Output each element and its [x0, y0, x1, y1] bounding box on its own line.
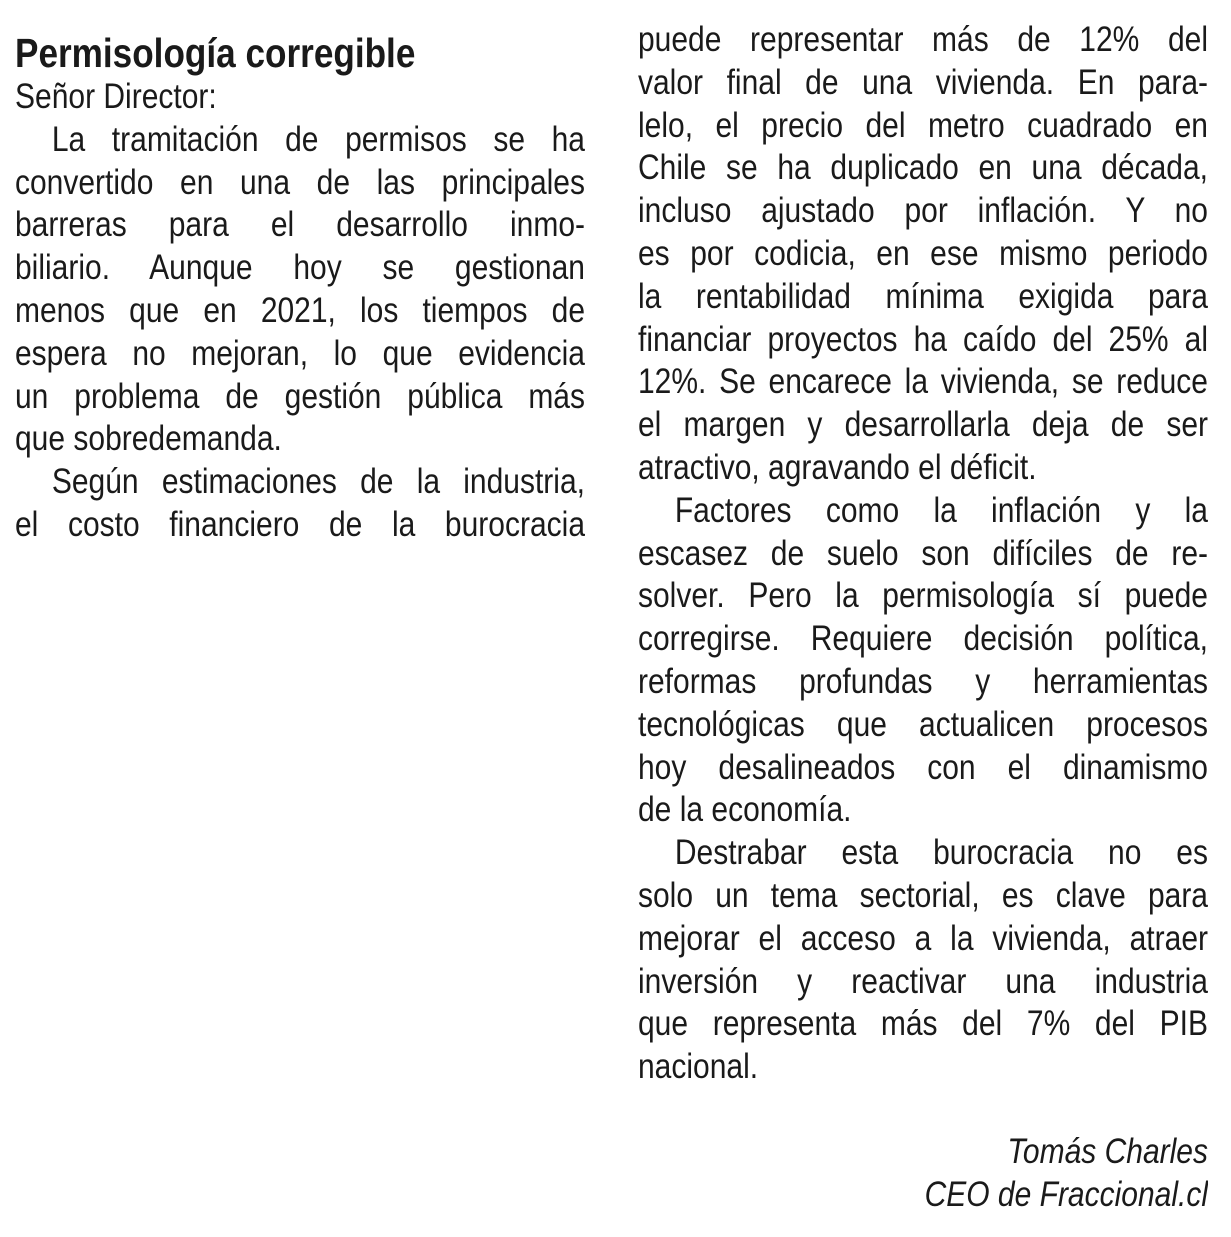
text-line: atractivo, agravando el déficit. [638, 447, 1037, 487]
text-line: el margen y desarrollarla deja de ser [638, 405, 1208, 445]
signature-name: Tomás Charles [1007, 1132, 1208, 1171]
text-line: financiar proyectos ha caído del 25% al [638, 319, 1208, 359]
text-line: solver. Pero la permisología sí puede [638, 576, 1208, 616]
text-line: menos que en 2021, los tiempos de [15, 290, 585, 330]
text-line: biliario. Aunque hoy se gestionan [15, 248, 585, 288]
text-line: corregirse. Requiere decisión política, [638, 619, 1208, 659]
text-line: que representa más del 7% del PIB [638, 1004, 1208, 1044]
text-line: espera no mejoran, lo que evidencia [15, 333, 585, 373]
text-line: lelo, el precio del metro cuadrado en [638, 105, 1208, 145]
text-line: puede representar más de 12% del [638, 20, 1208, 59]
letter-title: Permisología corregible [15, 30, 416, 76]
text-line: de la economía. [638, 790, 852, 830]
text-line: barreras para el desarrollo inmo- [15, 205, 585, 245]
text-line: Chile se ha duplicado en una década, [638, 148, 1208, 188]
text-line: Destrabar esta burocracia no es [674, 833, 1208, 873]
text-line: un problema de gestión pública más [15, 376, 585, 416]
text-line: Según estimaciones de la industria, [51, 462, 585, 502]
text-line: que sobredemanda. [15, 419, 282, 459]
signature-role: CEO de Fraccional.cl [924, 1175, 1208, 1214]
text-line: nacional. [638, 1047, 759, 1087]
text-line: tecnológicas que actualicen procesos [638, 704, 1208, 744]
text-line: convertido en una de las principales [15, 162, 585, 202]
text-line: hoy desalineados con el dinamismo [638, 747, 1208, 787]
signature [638, 1130, 1208, 1216]
text-line: 12%. Se encarece la vivienda, se reduce [638, 362, 1208, 402]
text-line: La tramitación de permisos se ha [51, 119, 585, 159]
text-line: incluso ajustado por inflación. Y no [638, 191, 1208, 231]
text-line: escasez de suelo son difíciles de re- [638, 533, 1208, 573]
text-line: mejorar el acceso a la vivienda, atraer [638, 918, 1208, 958]
text-line: Factores como la inflación y la [674, 490, 1208, 530]
text-line: el costo financiero de la burocracia [15, 504, 585, 544]
text-line: inversión y reactivar una industria [638, 961, 1208, 1001]
left-column [15, 30, 585, 547]
text-line: solo un tema sectorial, es clave para [638, 875, 1208, 915]
text-line: es por codicia, en ese mismo periodo [638, 233, 1208, 273]
salutation: Señor Director: [15, 77, 217, 116]
text-line: reformas profundas y herramientas [638, 661, 1208, 701]
text-line: valor final de una vivienda. En para- [638, 62, 1208, 102]
right-column [638, 19, 1208, 1089]
text-line: la rentabilidad mínima exigida para [638, 276, 1208, 316]
